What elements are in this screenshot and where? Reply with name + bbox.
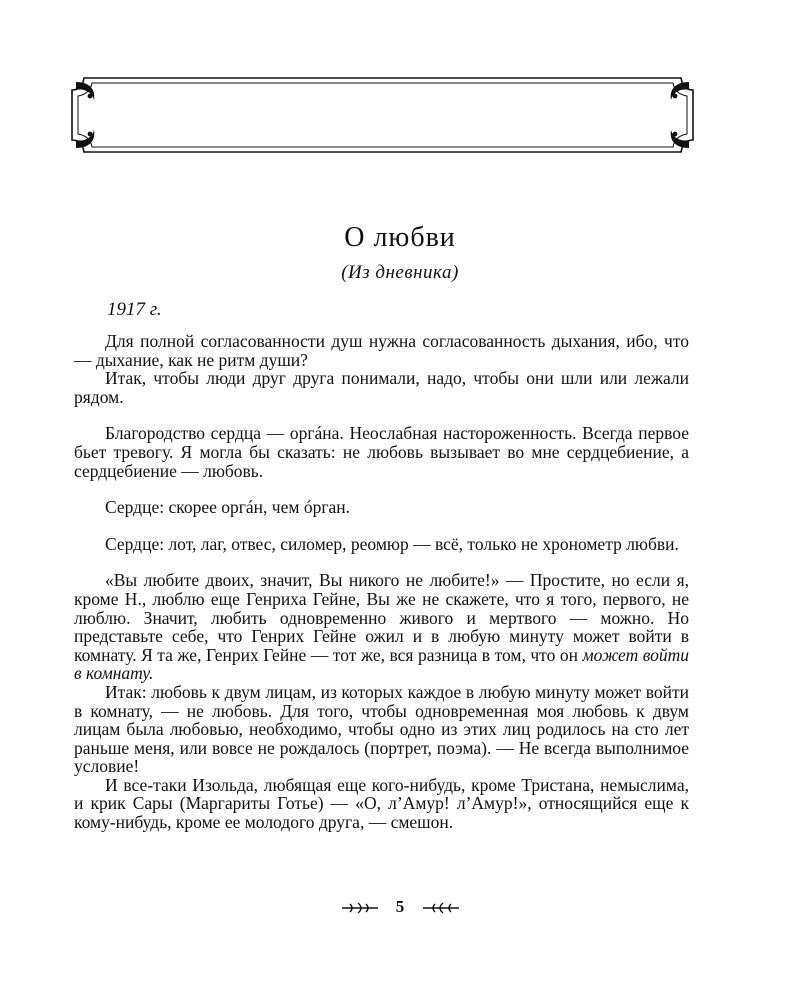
emphasis-text: может войти в комнату. [74, 644, 689, 684]
article-body [74, 300, 689, 832]
paragraph: Для полной согласованности душ нужна согласованность дыхания, ибо, что — дыхание, как не ритм души? [74, 331, 689, 370]
paragraph-text: «Вы любите двоих, значит, Вы никого не любите!» — Простите, но если я, кроме Н., люблю еще Генриха Гейне, Вы же не скажете, что я того, первого, не люблю. Значит, любить одновременно живого и мертвого — можно. Но представьте себе, что Генрих Гейне ожил и в любую минуту может войти в комнату. Я та же, Генрих Гейне — тот же, вся разница в том, что он [74, 570, 689, 665]
right-ornament-icon [421, 902, 461, 914]
paragraph: Итак, чтобы люди друг друга понимали, надо, чтобы они шли или лежали рядом. [74, 368, 689, 407]
article-subtitle: (Из дневника) [341, 262, 459, 283]
entry-date: 1917 г. [107, 299, 162, 320]
decorative-frame [70, 76, 695, 154]
article-title: О любви [344, 222, 456, 253]
paragraph: Сердце: скорее оргáн, чем óрган. [105, 497, 350, 518]
paragraph: Сердце: лот, лаг, отвес, силомер, реомюр — всё, только не хронометр любви. [105, 533, 679, 554]
left-ornament-icon [340, 902, 380, 914]
page-number: 5 [395, 897, 405, 916]
paragraph [74, 571, 689, 683]
paragraph: И все-таки Изольда, любящая еще кого-нибудь, кроме Тристана, немыслима, и крик Сары (Маргариты Готье) — «О, л’Амур! л’Амур!», относящийся еще к кому-нибудь, кроме ее молодого друга, — смешон. [74, 774, 689, 833]
page-footer [0, 897, 800, 917]
paragraph: Благородство сердца — оргáна. Неослабная настороженность. Всегда первое бьет тревогу. Я могла бы сказать: не любовь вызывает во мне сердцебиение, а сердцебиение — любовь. [74, 423, 689, 481]
paragraph: Итак: любовь к двум лицам, из которых каждое в любую минуту может войти в комнату, — не любовь. Для того, чтобы одновременная моя любовь к двум лицам была любовью, необходимо, чтобы одно из этих лиц родилось на сто лет раньше меня, или вовсе не рождалось (портрет, поэма). — Не всегда выполнимое условие! [74, 681, 689, 777]
